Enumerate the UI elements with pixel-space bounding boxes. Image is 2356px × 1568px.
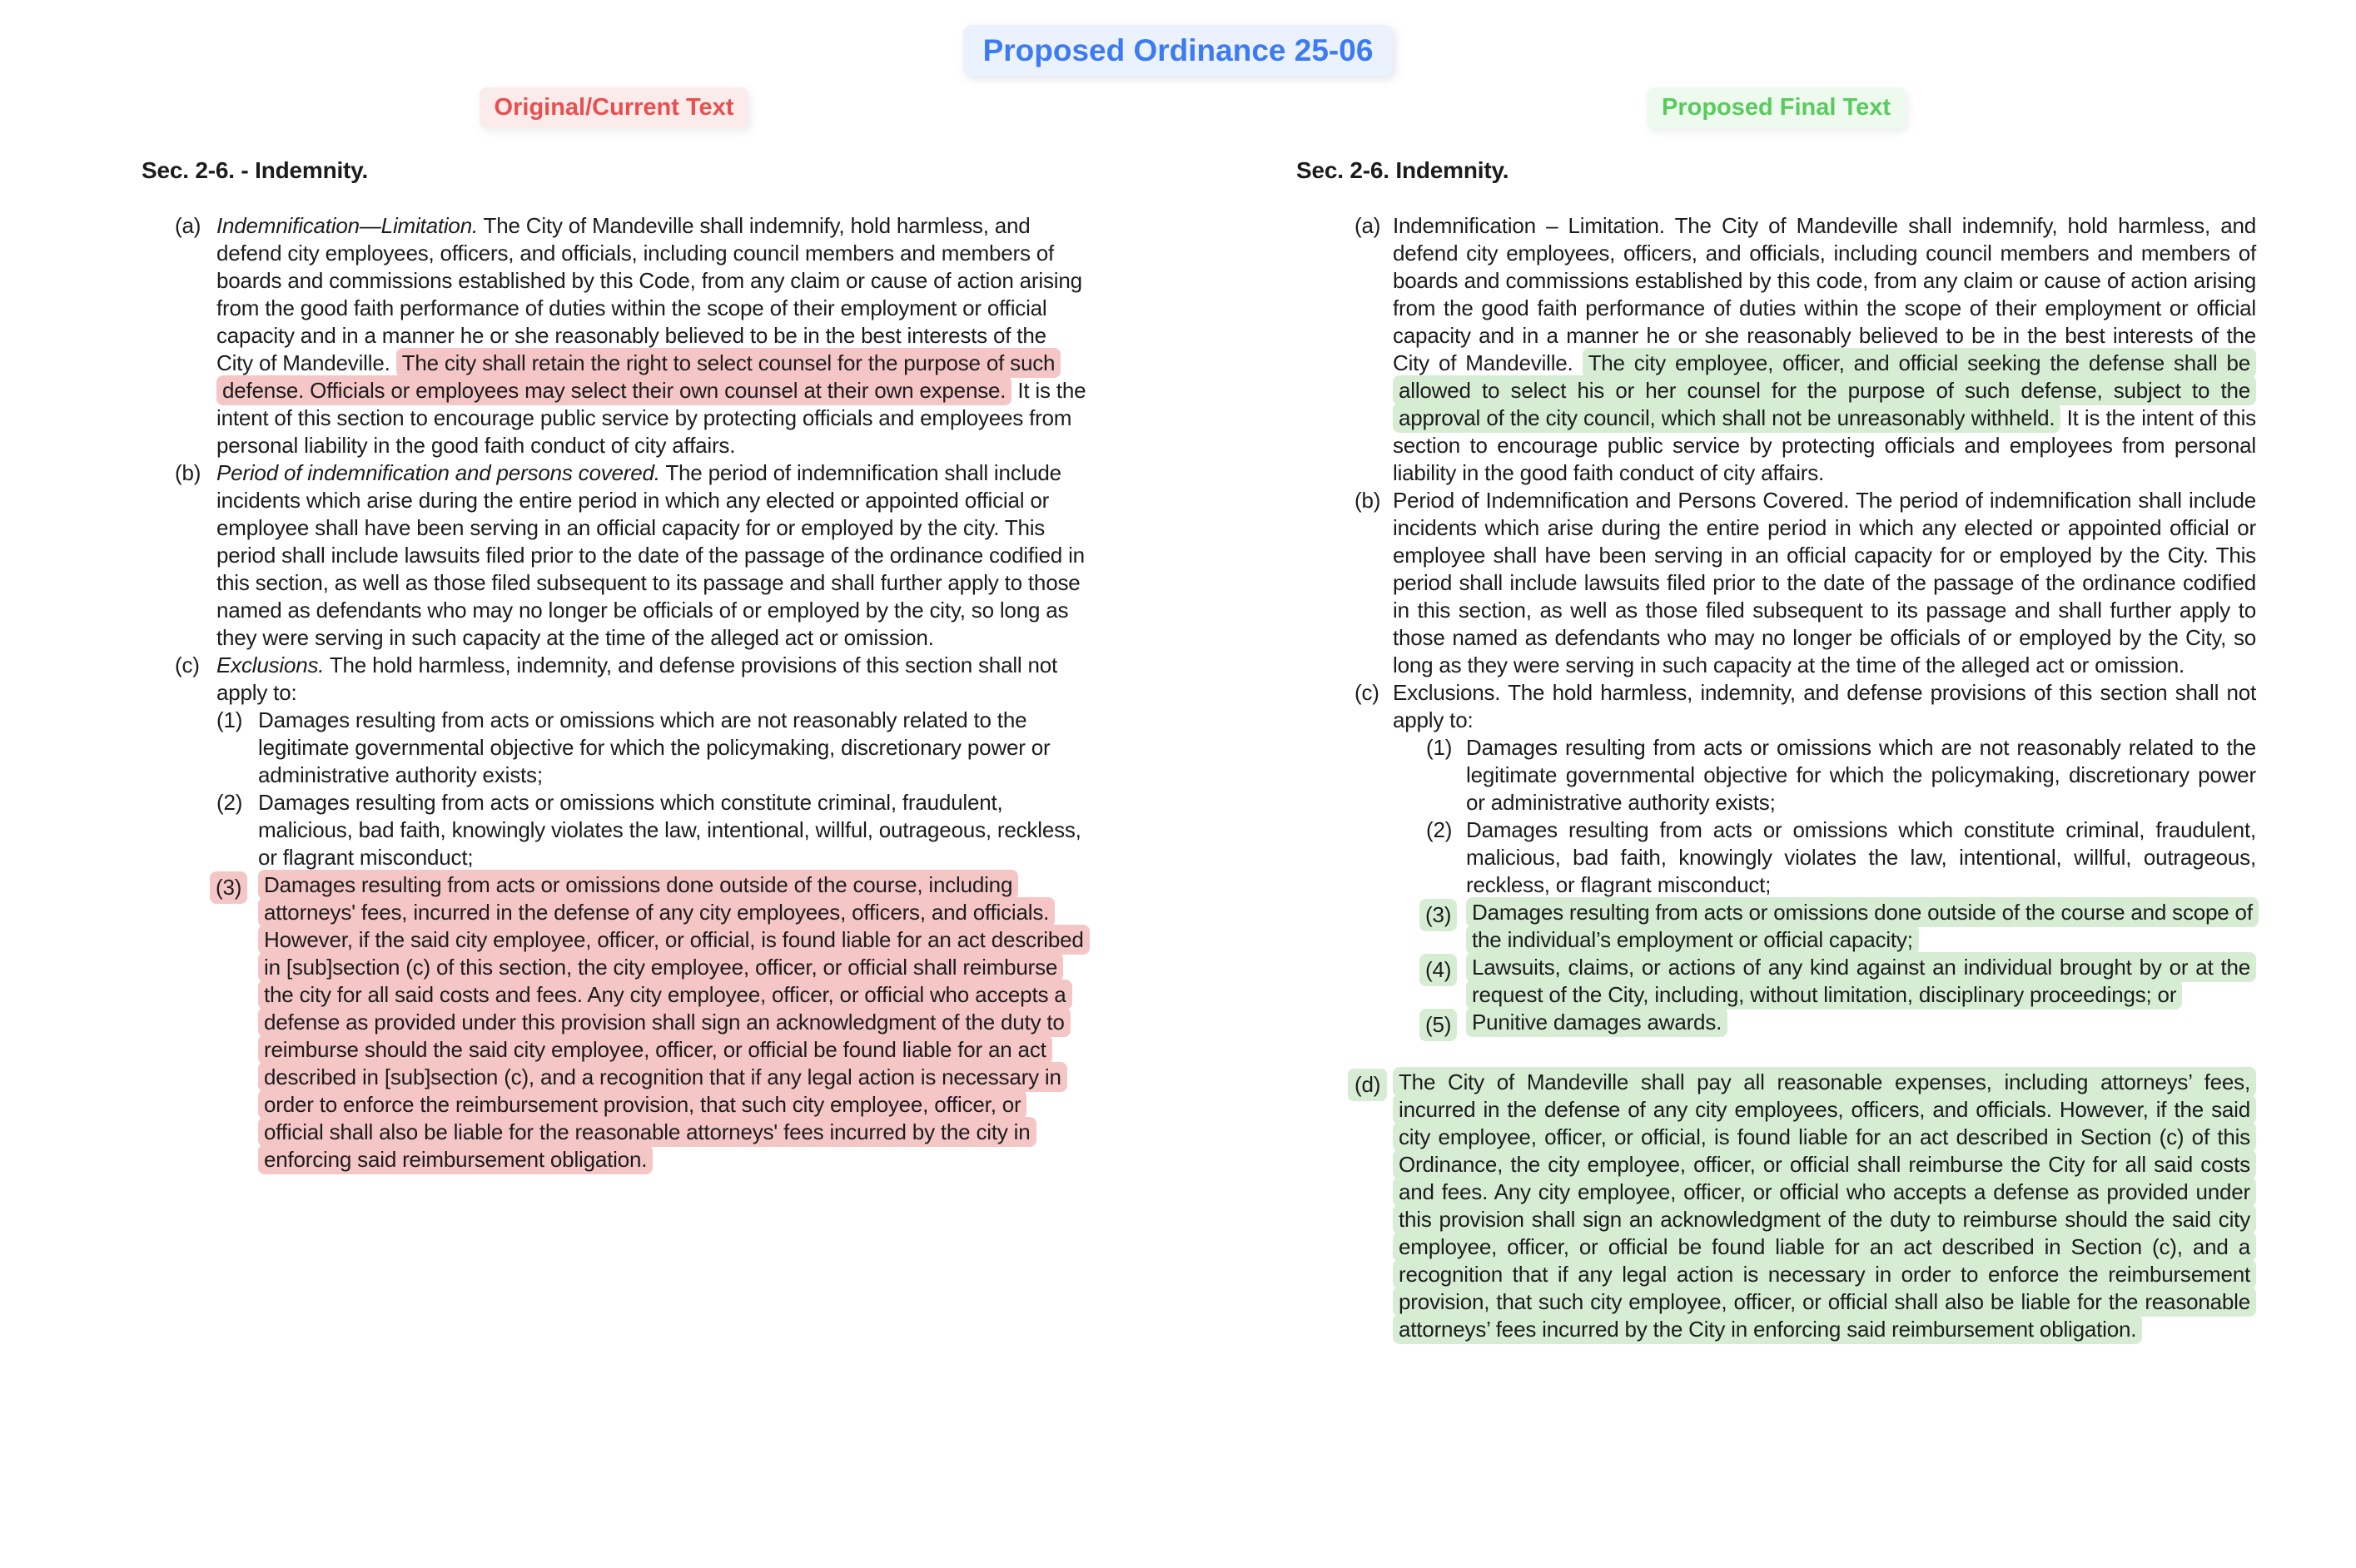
item-text: Indemnification – Limitation. The City of Mandeville shall indemnify, hold harmless, and defend city employees, officers, and officials, including council members and members of boards and commissions established by this code, from any claim or cause of action arising from the good faith performance of duties within the scope of their employment or official capacity and in a manner he or she reasonably believed to be in the best interests of the City of Mandeville. The city employee, officer, and official seeking the defense shall be allowed to select his or her counsel for the purpose of such defense, subject to the approval of the city council, which shall not be unreasonably withheld. It is the intent of this section to encourage public service by protecting officials and employees from personal liability in the good faith conduct of city affairs.	[1393, 213, 2256, 485]
item-label: (1)	[216, 707, 243, 732]
item-label: (3)	[1426, 899, 1466, 931]
list-item-b	[1296, 487, 2256, 679]
item-label: (2)	[216, 790, 243, 815]
item-text: Damages resulting from acts or omissions which are not reasonably related to the legitimate governmental objective for which the policymaking, discretionary power or administrative authority exists;	[1466, 735, 2256, 815]
item-label: (a)	[175, 213, 201, 238]
original-text-column	[142, 87, 1086, 1174]
item-text: Damages resulting from acts or omissions done outside of the course and scope of the individual’s employment or official capacity;	[1466, 899, 2256, 954]
list-item-c	[142, 652, 1086, 1174]
list-item-1	[216, 707, 1086, 789]
item-text: Damages resulting from acts or omissions which are not reasonably related to the legitimate governmental objective for which the policymaking, discretionary power or administrative authority exists;	[258, 707, 1051, 787]
item-text: Exclusions. The hold harmless, indemnity, and defense provisions of this section shall not apply to: (1) Damages resulting from acts or omissions which are not reasonably related to the legitimate governmental objective for which the policymaking, discretionary power or administrative authority exists; (2) Damages resulting from acts or omissions which constitute criminal, fraudulent, malicious, bad faith, knowingly violates the law, intentional, willful, outrageous, reckless, or flagrant misconduct; (3) Damages resulting from acts or omissions done outside of the course and scope of the individual’s employment or official capacity; (4) Lawsuits, claims, or actions of any kind against an individual brought by or at the request of the City, including, without limitation, disciplinary proceedings; or (5) Punitive damages awards.	[1393, 679, 2256, 1041]
item-label: (5)	[1426, 1009, 1466, 1041]
item-label: (d)	[1354, 1069, 1393, 1101]
proposed-column-header: Proposed Final Text	[1647, 87, 1906, 128]
list-item-3	[1393, 899, 2256, 954]
list-item-2	[216, 789, 1086, 871]
list-item-3	[216, 871, 1086, 1174]
list-item-b	[142, 459, 1086, 652]
list-item-4	[1393, 954, 2256, 1009]
item-text: Indemnification—Limitation. The City of Mandeville shall indemnify, hold harmless, and defend city employees, officers, and officials, including council members and members of boards and commissions established by this Code, from any claim or cause of action arising from the good faith performance of duties within the scope of their employment or official capacity and in a manner he or she reasonably believed to be in the best interests of the City of Mandeville. The city shall retain the right to select counsel for the purpose of such defense. Officials or employees may select their own counsel at their own expense. It is the intent of this section to encourage public service by protecting officials and employees from personal liability in the good faith conduct of city affairs.	[216, 213, 1086, 458]
item-text: Exclusions. The hold harmless, indemnity, and defense provisions of this section shall not apply to: (1) Damages resulting from acts or omissions which are not reasonably related to the legitimate governmental objective for which the policymaking, discretionary power or administrative authority exists; (2) Damages resulting from acts or omissions which constitute criminal, fraudulent, malicious, bad faith, knowingly violates the law, intentional, willful, outrageous, reckless, or flagrant misconduct; (3) Damages resulting from acts or omissions done outside of the course, including attorneys' fees, incurred in the defense of any city employees, officers, and officials. However, if the said city employee, officer, or official, is found liable for an act described in [sub]section (c) of this section, the city employee, officer, or official shall reimburse the city for all said costs and fees. Any city employee, officer, or official who accepts a defense as provided under this provision shall sign an acknowledgment of the duty to reimburse should the said city employee, officer, or official be found liable for an act described in [sub]section (c), and a recognition that if any legal action is necessary in order to enforce the reimbursement provision, that such city employee, officer, or official shall also be liable for the reasonable attorneys' fees incurred by the city in enforcing said reimbursement obligation.	[216, 652, 1086, 1174]
item-label: (c)	[175, 653, 200, 677]
list-item-a	[142, 212, 1086, 459]
item-text: Damages resulting from acts or omissions which constitute criminal, fraudulent, malicious, bad faith, knowingly violates the law, intentional, willful, outrageous, reckless, or flagrant misconduct;	[1466, 817, 2256, 897]
title-row	[0, 0, 2356, 76]
list-item-2	[1393, 816, 2256, 899]
page-title: Proposed Ordinance 25-06	[963, 25, 1394, 76]
item-text: The City of Mandeville shall pay all reasonable expenses, including attorneys’ fees, incurred in the defense of any city employees, officers, and officials. However, if the said city employee, officer, or official, is found liable for an act described in Section (c) of this Ordinance, the city employee, officer, or official shall reimburse the City for all said costs and fees. Any city employee, officer, or official who accepts a defense as provided under this provision shall sign an acknowledgment of the duty to reimburse should the said city employee, officer, or official be found liable for an act described in Section (c), and a recognition that if any legal action is necessary in order to enforce the reimbursement provision, that such city employee, officer, or official shall also be liable for the reasonable attorneys’ fees incurred by the City in enforcing said reimbursement obligation.	[1393, 1069, 2256, 1343]
proposed-header-row	[1296, 87, 2256, 139]
item-text: Lawsuits, claims, or actions of any kind against an individual brought by or at the request of the City, including, without limitation, disciplinary proceedings; or	[1466, 954, 2256, 1009]
sub-items	[216, 707, 1086, 1174]
item-label: (1)	[1426, 735, 1453, 760]
proposed-text-column	[1296, 87, 2256, 1343]
original-items	[142, 212, 1086, 1174]
proposed-items	[1296, 212, 2256, 1343]
item-label: (b)	[1354, 488, 1381, 513]
item-label: (2)	[1426, 817, 1453, 842]
list-item-a	[1296, 212, 2256, 487]
item-text: Damages resulting from acts or omissions done outside of the course, including attorneys' fees, incurred in the defense of any city employees, officers, and officials. However, if the said city employee, officer, or official, is found liable for an act described in [sub]section (c) of this section, the city employee, officer, or official shall reimburse the city for all said costs and fees. Any city employee, officer, or official who accepts a defense as provided under this provision shall sign an acknowledgment of the duty to reimburse should the said city employee, officer, or official be found liable for an act described in [sub]section (c), and a recognition that if any legal action is necessary in order to enforce the reimbursement provision, that such city employee, officer, or official shall also be liable for the reasonable attorneys' fees incurred by the city in enforcing said reimbursement obligation.	[258, 871, 1086, 1174]
item-label: (c)	[1354, 680, 1379, 705]
original-section-heading: Sec. 2-6. - Indemnity.	[142, 157, 369, 183]
list-item-d	[1296, 1069, 2256, 1343]
proposed-section-heading: Sec. 2-6. Indemnity.	[1296, 157, 1509, 183]
comparison-columns	[0, 76, 2356, 1343]
list-item-5	[1393, 1009, 2256, 1041]
sub-items	[1393, 734, 2256, 1041]
item-label: (a)	[1354, 213, 1381, 238]
list-item-1	[1393, 734, 2256, 816]
list-item-c	[1296, 679, 2256, 1041]
original-column-header: Original/Current Text	[480, 87, 749, 128]
item-text: Period of indemnification and persons covered. The period of indemnification shall include incidents which arise during the entire period in which any elected or appointed official or employee shall have been serving in an official capacity for or employed by the city. This period shall include lawsuits filed prior to the date of the passage of the ordinance codified in this section, as well as those filed subsequent to its passage and shall further apply to those named as defendants who may no longer be officials of or employed by the city, so long as they were serving in such capacity at the time of the alleged act or omission.	[216, 460, 1085, 650]
original-header-row	[142, 87, 1086, 139]
item-text: Punitive damages awards.	[1466, 1009, 2256, 1036]
item-text: Damages resulting from acts or omissions which constitute criminal, fraudulent, malicious, bad faith, knowingly violates the law, intentional, willful, outrageous, reckless, or flagrant misconduct;	[258, 790, 1081, 870]
item-label: (3)	[216, 871, 258, 904]
item-text: Period of Indemnification and Persons Covered. The period of indemnification shall include incidents which arise during the entire period in which any elected or appointed official or employee shall have been serving in an official capacity for or employed by the City. This period shall include lawsuits filed prior to the date of the passage of the ordinance codified in this section, as well as those filed subsequent to its passage and shall further apply to those named as defendants who may no longer be officials of or employed by the City, so long as they were serving in such capacity at the time of the alleged act or omission.	[1393, 488, 2256, 677]
item-label: (b)	[175, 460, 201, 485]
item-label: (4)	[1426, 954, 1466, 986]
